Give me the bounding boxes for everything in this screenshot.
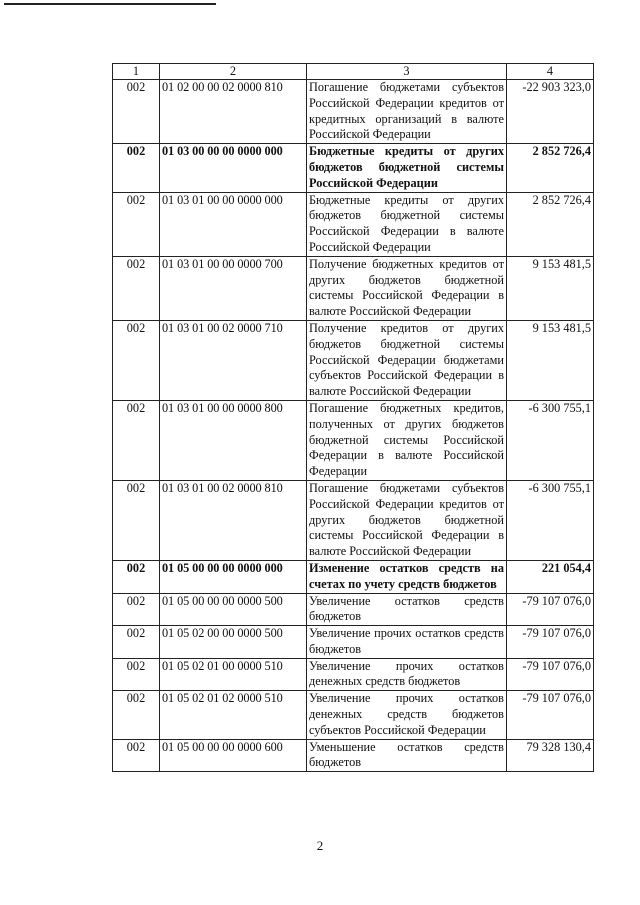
column-number-2: 2 (160, 64, 307, 80)
amount-cell: 2 852 726,4 (507, 192, 594, 256)
table-row (113, 626, 594, 659)
table-row (113, 144, 594, 192)
source-name-cell: Увеличение остатков средств бюджетов (307, 593, 507, 626)
source-name-cell: Увеличение прочих остатков средств бюджетов (307, 626, 507, 659)
table-row (113, 739, 594, 772)
admin-code-cell: 002 (113, 320, 160, 400)
admin-code-cell: 002 (113, 691, 160, 739)
page-number: 2 (316, 838, 324, 853)
table-row (113, 480, 594, 560)
source-name-cell: Уменьшение остатков средств бюджетов (307, 739, 507, 772)
table-row (113, 256, 594, 320)
source-name-cell: Увеличение прочих остатков денежных средств бюджетов (307, 658, 507, 691)
admin-code-cell: 002 (113, 739, 160, 772)
source-name-cell: Погашение бюджетами субъектов Российской Федерации кредитов от других бюджетов бюджетной системы Российской Федерации в валюте Российской Федерации (307, 480, 507, 560)
amount-cell: -79 107 076,0 (507, 593, 594, 626)
budget-classification-code-cell: 01 03 01 00 00 0000 800 (160, 400, 307, 480)
table-row (113, 80, 594, 144)
budget-classification-code-cell: 01 03 01 00 00 0000 000 (160, 192, 307, 256)
table-row (113, 593, 594, 626)
source-name-cell: Бюджетные кредиты от других бюджетов бюджетной системы Российской Федерации в валюте Российской Федерации (307, 192, 507, 256)
admin-code-cell: 002 (113, 256, 160, 320)
amount-cell: -6 300 755,1 (507, 400, 594, 480)
admin-code-cell: 002 (113, 658, 160, 691)
budget-classification-code-cell: 01 05 00 00 00 0000 500 (160, 593, 307, 626)
admin-code-cell: 002 (113, 144, 160, 192)
amount-cell: 79 328 130,4 (507, 739, 594, 772)
budget-classification-code-cell: 01 03 00 00 00 0000 000 (160, 144, 307, 192)
amount-cell: 9 153 481,5 (507, 256, 594, 320)
source-name-cell: Погашение бюджетами субъектов Российской Федерации кредитов от кредитных организаций в валюте Российской Федерации (307, 80, 507, 144)
top-rule (4, 3, 216, 5)
admin-code-cell: 002 (113, 80, 160, 144)
amount-cell: -79 107 076,0 (507, 658, 594, 691)
source-name-cell: Получение бюджетных кредитов от других бюджетов бюджетной системы Российской Федерации в валюте Российской Федерации (307, 256, 507, 320)
budget-sources-table (112, 63, 594, 772)
budget-classification-code-cell: 01 02 00 00 02 0000 810 (160, 80, 307, 144)
amount-cell: -79 107 076,0 (507, 691, 594, 739)
admin-code-cell: 002 (113, 560, 160, 593)
admin-code-cell: 002 (113, 400, 160, 480)
table-row (113, 320, 594, 400)
table-row (113, 658, 594, 691)
budget-classification-code-cell: 01 03 01 00 00 0000 700 (160, 256, 307, 320)
source-name-cell: Увеличение прочих остатков денежных средств бюджетов субъектов Российской Федерации (307, 691, 507, 739)
source-name-cell: Погашение бюджетных кредитов, полученных от других бюджетов бюджетной системы Российской Федерации в валюте Российской Федерации (307, 400, 507, 480)
table-row (113, 192, 594, 256)
amount-cell: -6 300 755,1 (507, 480, 594, 560)
amount-cell: 221 054,4 (507, 560, 594, 593)
budget-classification-code-cell: 01 03 01 00 02 0000 810 (160, 480, 307, 560)
budget-classification-code-cell: 01 05 00 00 00 0000 000 (160, 560, 307, 593)
admin-code-cell: 002 (113, 480, 160, 560)
amount-cell: 2 852 726,4 (507, 144, 594, 192)
admin-code-cell: 002 (113, 626, 160, 659)
budget-classification-code-cell: 01 03 01 00 02 0000 710 (160, 320, 307, 400)
amount-cell: -22 903 323,0 (507, 80, 594, 144)
budget-classification-code-cell: 01 05 02 00 00 0000 500 (160, 626, 307, 659)
amount-cell: 9 153 481,5 (507, 320, 594, 400)
source-name-cell: Изменение остатков средств на счетах по учету средств бюджетов (307, 560, 507, 593)
source-name-cell: Бюджетные кредиты от других бюджетов бюджетной системы Российской Федерации (307, 144, 507, 192)
source-name-cell: Получение кредитов от других бюджетов бюджетной системы Российской Федерации бюджетами субъектов Российской Федерации в валюте Российской Федерации (307, 320, 507, 400)
amount-cell: -79 107 076,0 (507, 626, 594, 659)
column-number-header (113, 64, 594, 80)
budget-classification-code-cell: 01 05 00 00 00 0000 600 (160, 739, 307, 772)
budget-classification-code-cell: 01 05 02 01 02 0000 510 (160, 691, 307, 739)
column-number-3: 3 (307, 64, 507, 80)
admin-code-cell: 002 (113, 192, 160, 256)
table-row (113, 560, 594, 593)
admin-code-cell: 002 (113, 593, 160, 626)
budget-classification-code-cell: 01 05 02 01 00 0000 510 (160, 658, 307, 691)
column-number-4: 4 (507, 64, 594, 80)
table-row (113, 400, 594, 480)
column-number-1: 1 (113, 64, 160, 80)
table-row (113, 691, 594, 739)
